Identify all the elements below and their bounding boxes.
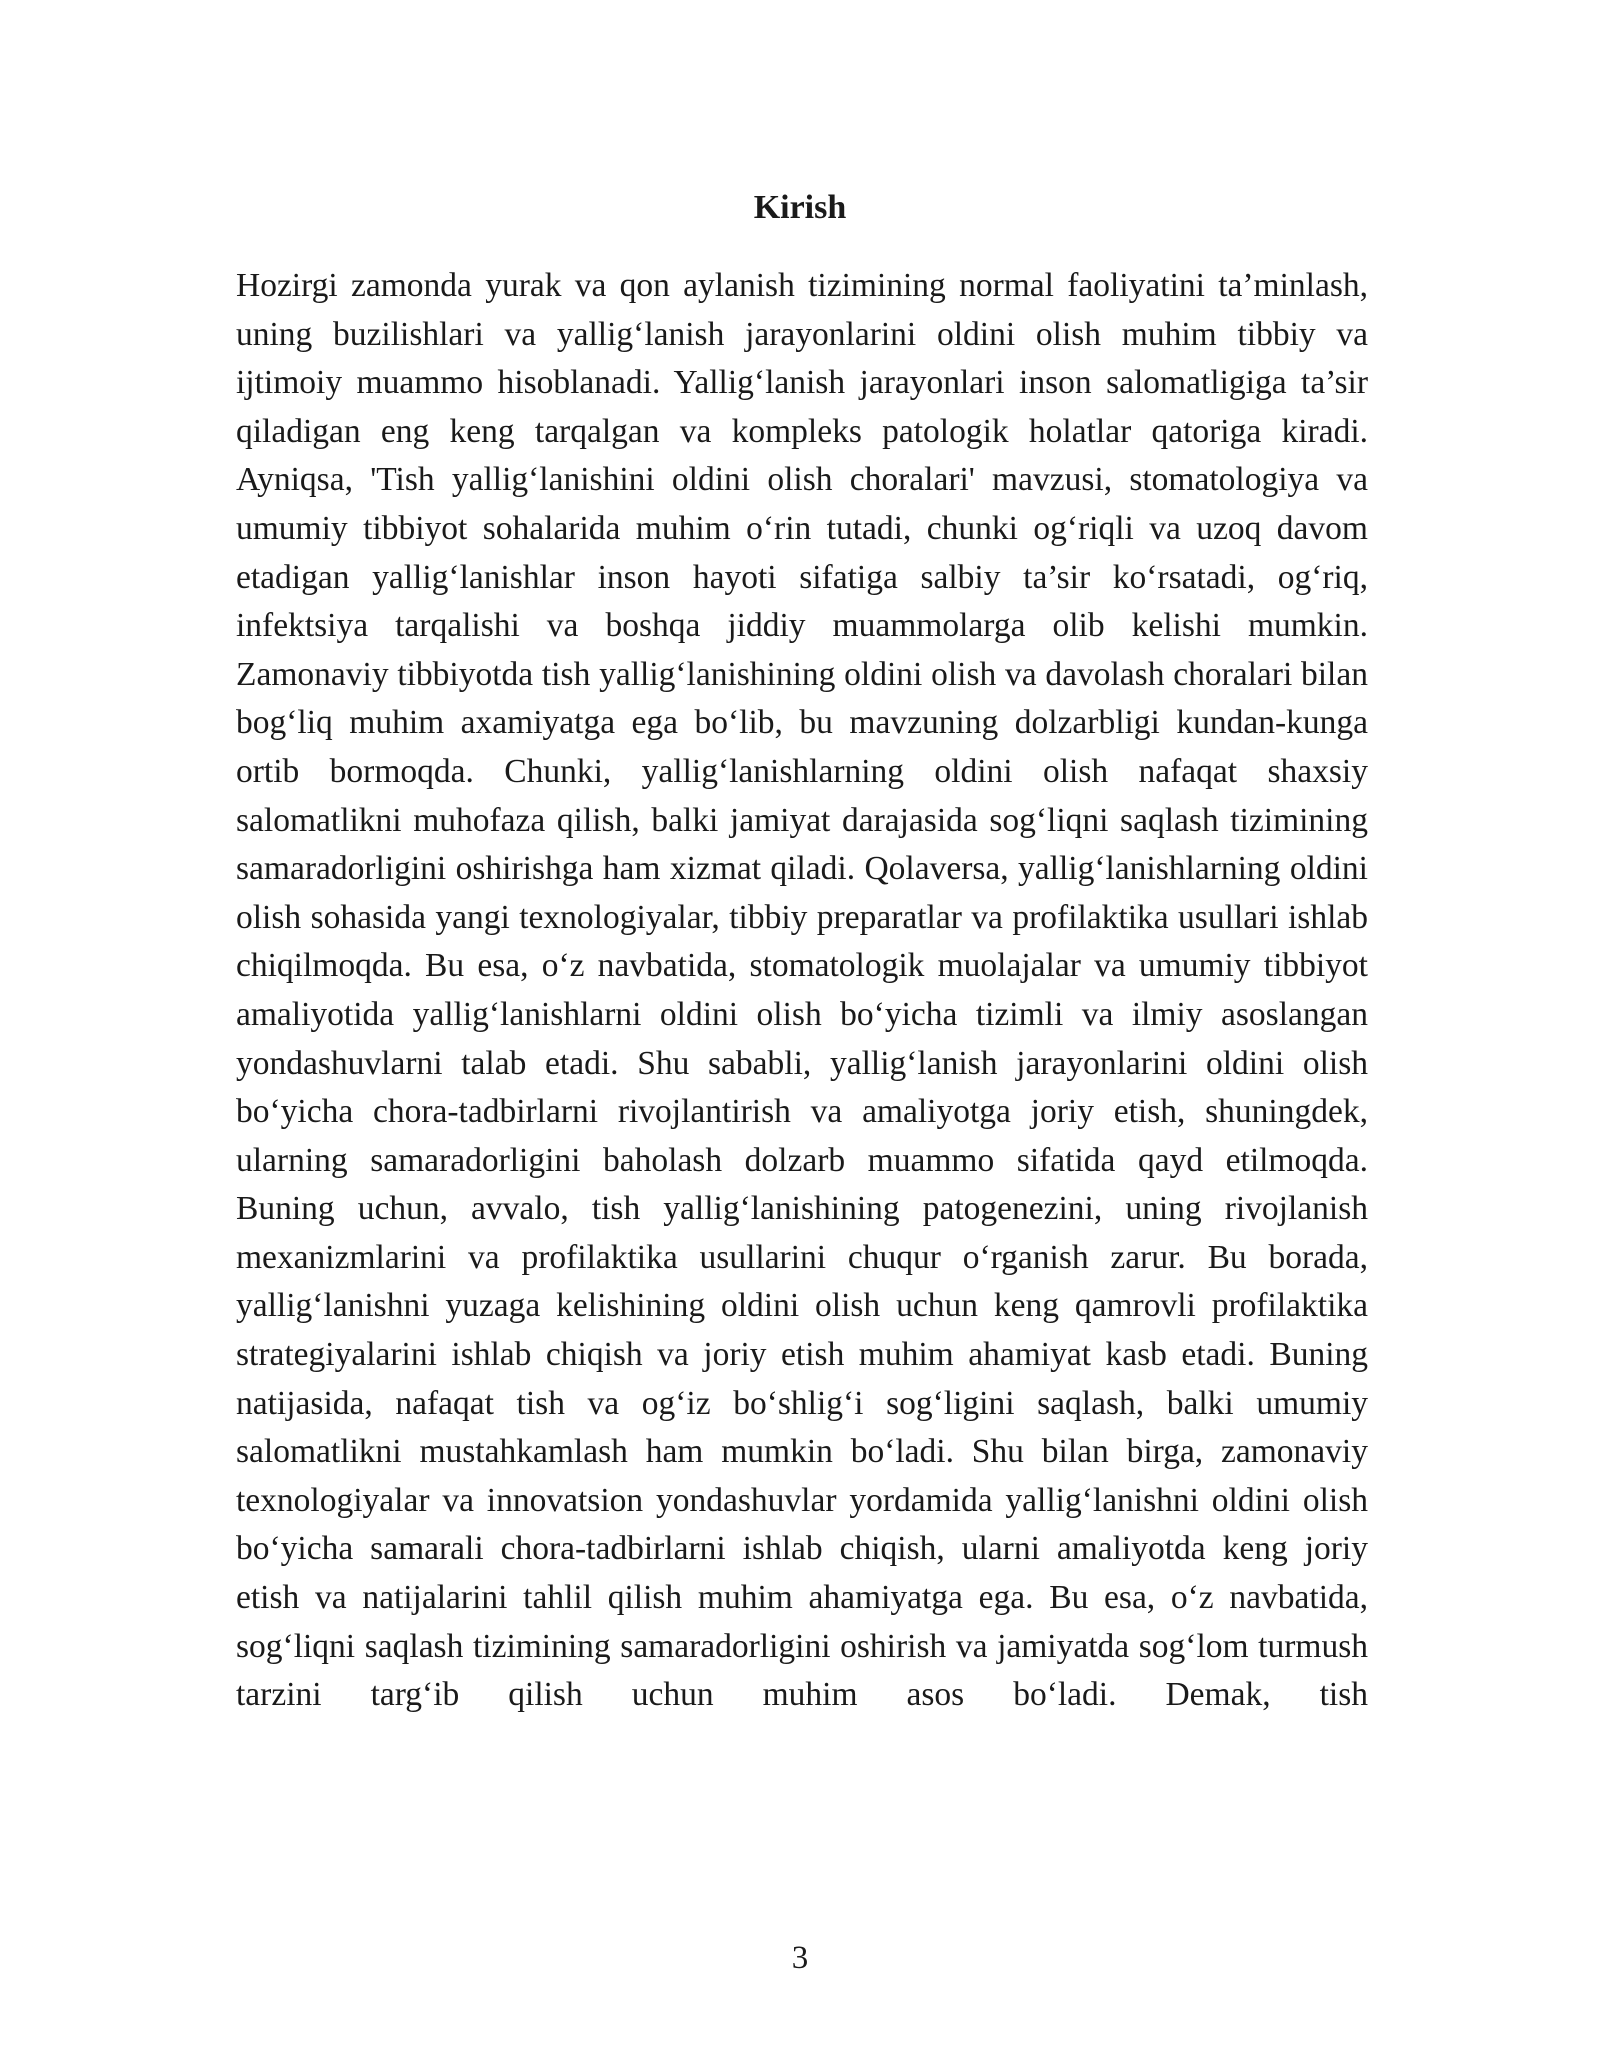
- body-paragraph: Hozirgi zamonda yurak va qon aylanish tizimining normal faoliyatini ta’minlash, uning buzilishlari va yallig‘lanish jarayonlarini oldini olish muhim tibbiy va ijtimoiy muammo hisoblanadi. Yallig‘lanish jarayonlari inson salomatligiga ta’sir qiladigan eng keng tarqalgan va kompleks patologik holatlar qatoriga kiradi. Ayniqsa, 'Tish yallig‘lanishini oldini olish choralari' mavzusi, stomatologiya va umumiy tibbiyot sohalarida muhim o‘rin tutadi, chunki og‘riqli va uzoq davom etadigan yallig‘lanishlar inson hayoti sifatiga salbiy ta’sir ko‘rsatadi, og‘riq, infektsiya tarqalishi va boshqa jiddiy muammolarga olib kelishi mumkin. Zamonaviy tibbiyotda tish yallig‘lanishining oldini olish va davolash choralari bilan bog‘liq muhim axamiyatga ega bo‘lib, bu mavzuning dolzarbligi kundan-kunga ortib bormoqda. Chunki, yallig‘lanishlarning oldini olish nafaqat shaxsiy salomatlikni muhofaza qilish, balki jamiyat darajasida sog‘liqni saqlash tizimining samaradorligini oshirishga ham xizmat qiladi. Qolaversa, yallig‘lanishlarning oldini olish sohasida yangi texnologiyalar, tibbiy preparatlar va profilaktika usullari ishlab chiqilmoqda. Bu esa, o‘z navbatida, stomatologik muolajalar va umumiy tibbiyot amaliyotida yallig‘lanishlarni oldini olish bo‘yicha tizimli va ilmiy asoslangan yondashuvlarni talab etadi. Shu sababli, yallig‘lanish jarayonlarini oldini olish bo‘yicha chora-tadbirlarni rivojlantirish va amaliyotga joriy etish, shuningdek, ularning samaradorligini baholash dolzarb muammo sifatida qayd etilmoqda. Buning uchun, avvalo, tish yallig‘lanishining patogenezini, uning rivojlanish mexanizmlarini va profilaktika usullarini chuqur o‘rganish zarur. Bu borada, yallig‘lanishni yuzaga kelishining oldini olish uchun keng qamrovli profilaktika strategiyalarini ishlab chiqish va joriy etish muhim ahamiyat kasb etadi. Buning natijasida, nafaqat tish va og‘iz bo‘shlig‘i sog‘ligini saqlash, balki umumiy salomatlikni mustahkamlash ham mumkin bo‘ladi. Shu bilan birga, zamonaviy texnologiyalar va innovatsion yondashuvlar yordamida yallig‘lanishni oldini olish bo‘yicha samarali chora-tadbirlarni ishlab chiqish, ularni amaliyotda keng joriy etish va natijalarini tahlil qilish muhim ahamiyatga ega. Bu esa, o‘z navbatida, sog‘liqni saqlash tizimining samaradorligini oshirish va jamiyatda sog‘lom turmush tarzini targ‘ib qilish uchun muhim asos bo‘ladi. Demak, tish: [236, 267, 1368, 1714]
- section-title: Kirish: [753, 189, 847, 226]
- page-number: 3: [791, 1940, 809, 1976]
